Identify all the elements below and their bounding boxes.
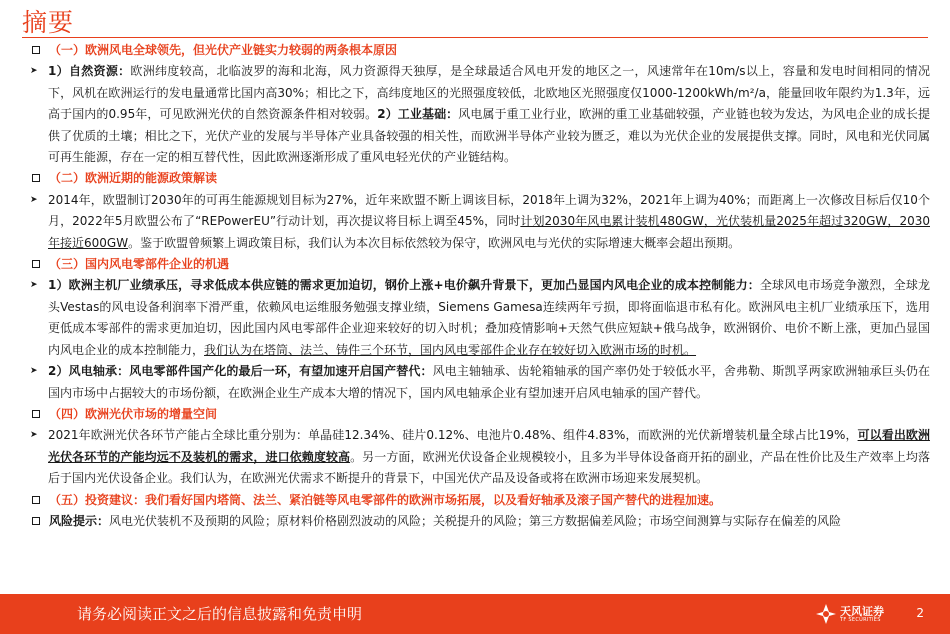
bullet-run: 1）欧洲主机厂业绩承压，寻求低成本供应链的需求更加迫切，钢价上涨+电价飙升背景下，更加凸显国内风电企业的成本控制能力：: [48, 278, 760, 293]
arrow-bullet-icon: ➤: [30, 366, 38, 377]
section-heading-3: [30, 254, 930, 275]
square-bullet-icon: [32, 46, 40, 54]
logo-mark-icon: [814, 602, 838, 626]
section-heading-5: [30, 490, 930, 511]
section-heading-4: [30, 404, 930, 425]
bullet-run: 。鉴于欧盟曾频繁上调政策目标，我们认为本次目标依然较为保守，欧洲风电与光伏的实际增速大概率会超出预期。: [128, 235, 741, 250]
bullet-run: 欧洲纬度较高，北临波罗的海和北海，风力资源得天独厚，是全球最适合风电开发的地区之一，风速常年在10m/s以上，容量和发电时间相同的情况下，风机在欧洲运行的发电量通常比国内高30%；相比之下，高纬度地区的光照强度较低，北欧地区光照强度仅1000-1200kWh/m²/a，能量回收年限约为1.3年，远高于国内的0.95年，可见欧洲光伏的自然资源条件相对较弱。: [48, 64, 930, 122]
section-heading-text: （二）欧洲近期的能源政策解读: [49, 171, 218, 186]
page-title: 摘要: [22, 8, 75, 37]
bullet-item: [30, 190, 930, 254]
disclaimer-link[interactable]: 请务必阅读正文之后的信息披露和免责申明: [77, 605, 363, 623]
square-bullet-icon: [32, 260, 40, 268]
bullet-text: [48, 425, 930, 489]
risk-label: 风险提示：: [49, 513, 110, 528]
bullet-run: 风电属于重工业行业，欧洲的重工业基础较强，产业链也较为发达，为风电企业的成长提供了优质的土壤；相比之下，光伏产业的发展与半导体产业具备较强的相关性，而欧洲半导体产业较为匮乏，难以为光伏企业的发展提供支撑。同时，风电和光伏同属可再生能源，存在一定的相互替代性，因此欧洲逐渐形成了重风电轻光伏的产业链结构。: [48, 107, 930, 165]
arrow-bullet-icon: ➤: [30, 430, 38, 441]
logo-text-cn: 天风证券: [840, 605, 884, 618]
page-number: 2: [916, 606, 924, 620]
summary-content: [30, 40, 930, 532]
footer-bar: [0, 594, 950, 634]
square-bullet-icon: [32, 517, 40, 525]
bullet-run: 全球风电市场竞争激烈，全球龙头Vestas的风电设备利润率下滑严重，依赖风电运维服务勉强支撑业绩，Siemens Gamesa连续两年亏损，即将面临退市私有化。欧洲风电主机厂业绩承压下，选用更低成本零部件的需求更加迫切，因此国内风电零部件企业迎来较好的切入时机；叠加疫情影响+天然气供应短缺+俄乌战争，欧洲钢价、电价不断上涨，更加凸显国内风电企业的成本控制能力，: [48, 278, 930, 357]
tf-securities-logo: [814, 600, 890, 628]
arrow-bullet-icon: ➤: [30, 280, 38, 291]
bullet-run: 计划2030年风电累计装机480GW，光伏装机量2025年超过320GW，2030年接近600GW: [48, 214, 930, 250]
square-bullet-icon: [32, 174, 40, 182]
section-heading-text: （四）欧洲光伏市场的增量空间: [49, 406, 218, 421]
bullet-item: [30, 361, 930, 404]
bullet-item: [30, 425, 930, 489]
bullet-text: [48, 361, 930, 404]
square-bullet-icon: [32, 496, 40, 504]
bullet-text: [48, 190, 930, 254]
risk-text: 风电光伏装机不及预期的风险；原材料价格剧烈波动的风险；关税提升的风险；第三方数据偏差风险；市场空间测算与实际存在偏差的风险: [109, 513, 842, 528]
bullet-run: 可以看出欧洲光伏各环节的产能均远不及装机的需求，进口依赖度较高: [48, 428, 930, 464]
bullet-item: [30, 275, 930, 361]
section-heading-1: [30, 40, 930, 61]
section-heading-text: （五）投资建议：我们看好国内塔筒、法兰、紧泊链等风电零部件的欧洲市场拓展，以及看好轴承及滚子国产替代的进程加速。: [49, 492, 722, 507]
risk-warning: [30, 511, 930, 532]
bullet-run: 2014年，欧盟制订2030年的可再生能源规划目标为27%，近年来欧盟不断上调该目标，2018年上调为32%，2021年上调为40%；而距离上一次修改目标后仅10个月，2022年5月欧盟公布了“REPowerEU”行动计划，再次提议将目标上调至45%，同时: [48, 192, 930, 229]
bullet-text: [48, 61, 930, 168]
bullet-run: 2021年欧洲光伏各环节产能占全球比重分别为：单晶硅12.34%、硅片0.12%、电池片0.48%、组件4.83%，而欧洲的光伏新增装机量全球占比19%，: [48, 428, 858, 443]
bullet-run: 我们认为在塔筒、法兰、铸件三个环节，国内风电零部件企业存在较好切入欧洲市场的时机。: [204, 342, 697, 357]
title-divider: [22, 37, 928, 38]
arrow-bullet-icon: ➤: [30, 194, 38, 205]
section-heading-2: [30, 168, 930, 189]
bullet-run: 风电主轴轴承、齿轮箱轴承的国产率仍处于较低水平，舍弗勒、斯凯孚两家欧洲轴承巨头仍在国内市场中占据较大的市场份额，在欧洲企业生产成本大增的情况下，国内风电轴承企业有望加速开启风电轴承的国产替代。: [48, 364, 930, 400]
bullet-item: [30, 61, 930, 168]
bullet-run: 2）风电轴承：风电零部件国产化的最后一环，有望加速开启国产替代：: [48, 364, 433, 379]
arrow-bullet-icon: ➤: [30, 66, 38, 77]
bullet-text: [48, 275, 930, 361]
section-heading-text: （一）欧洲风电全球领先，但光伏产业链实力较弱的两条根本原因: [49, 43, 398, 57]
square-bullet-icon: [32, 410, 40, 418]
bullet-run: 2）工业基础：: [377, 107, 459, 122]
bullet-run: 1）自然资源：: [48, 64, 131, 79]
logo-text-en: TF SECURITIES: [840, 617, 881, 623]
bullet-run: 。另一方面，欧洲光伏设备企业规模较小，且多为半导体设备商开拓的副业，产品在性价比及生产效率上均落后于国内光伏设备企业。我们认为，在欧洲光伏需求不断提升的背景下，中国光伏产品及设备或将在欧洲市场迎来发展契机。: [48, 449, 930, 486]
section-heading-text: （三）国内风电零部件企业的机遇: [49, 257, 230, 272]
